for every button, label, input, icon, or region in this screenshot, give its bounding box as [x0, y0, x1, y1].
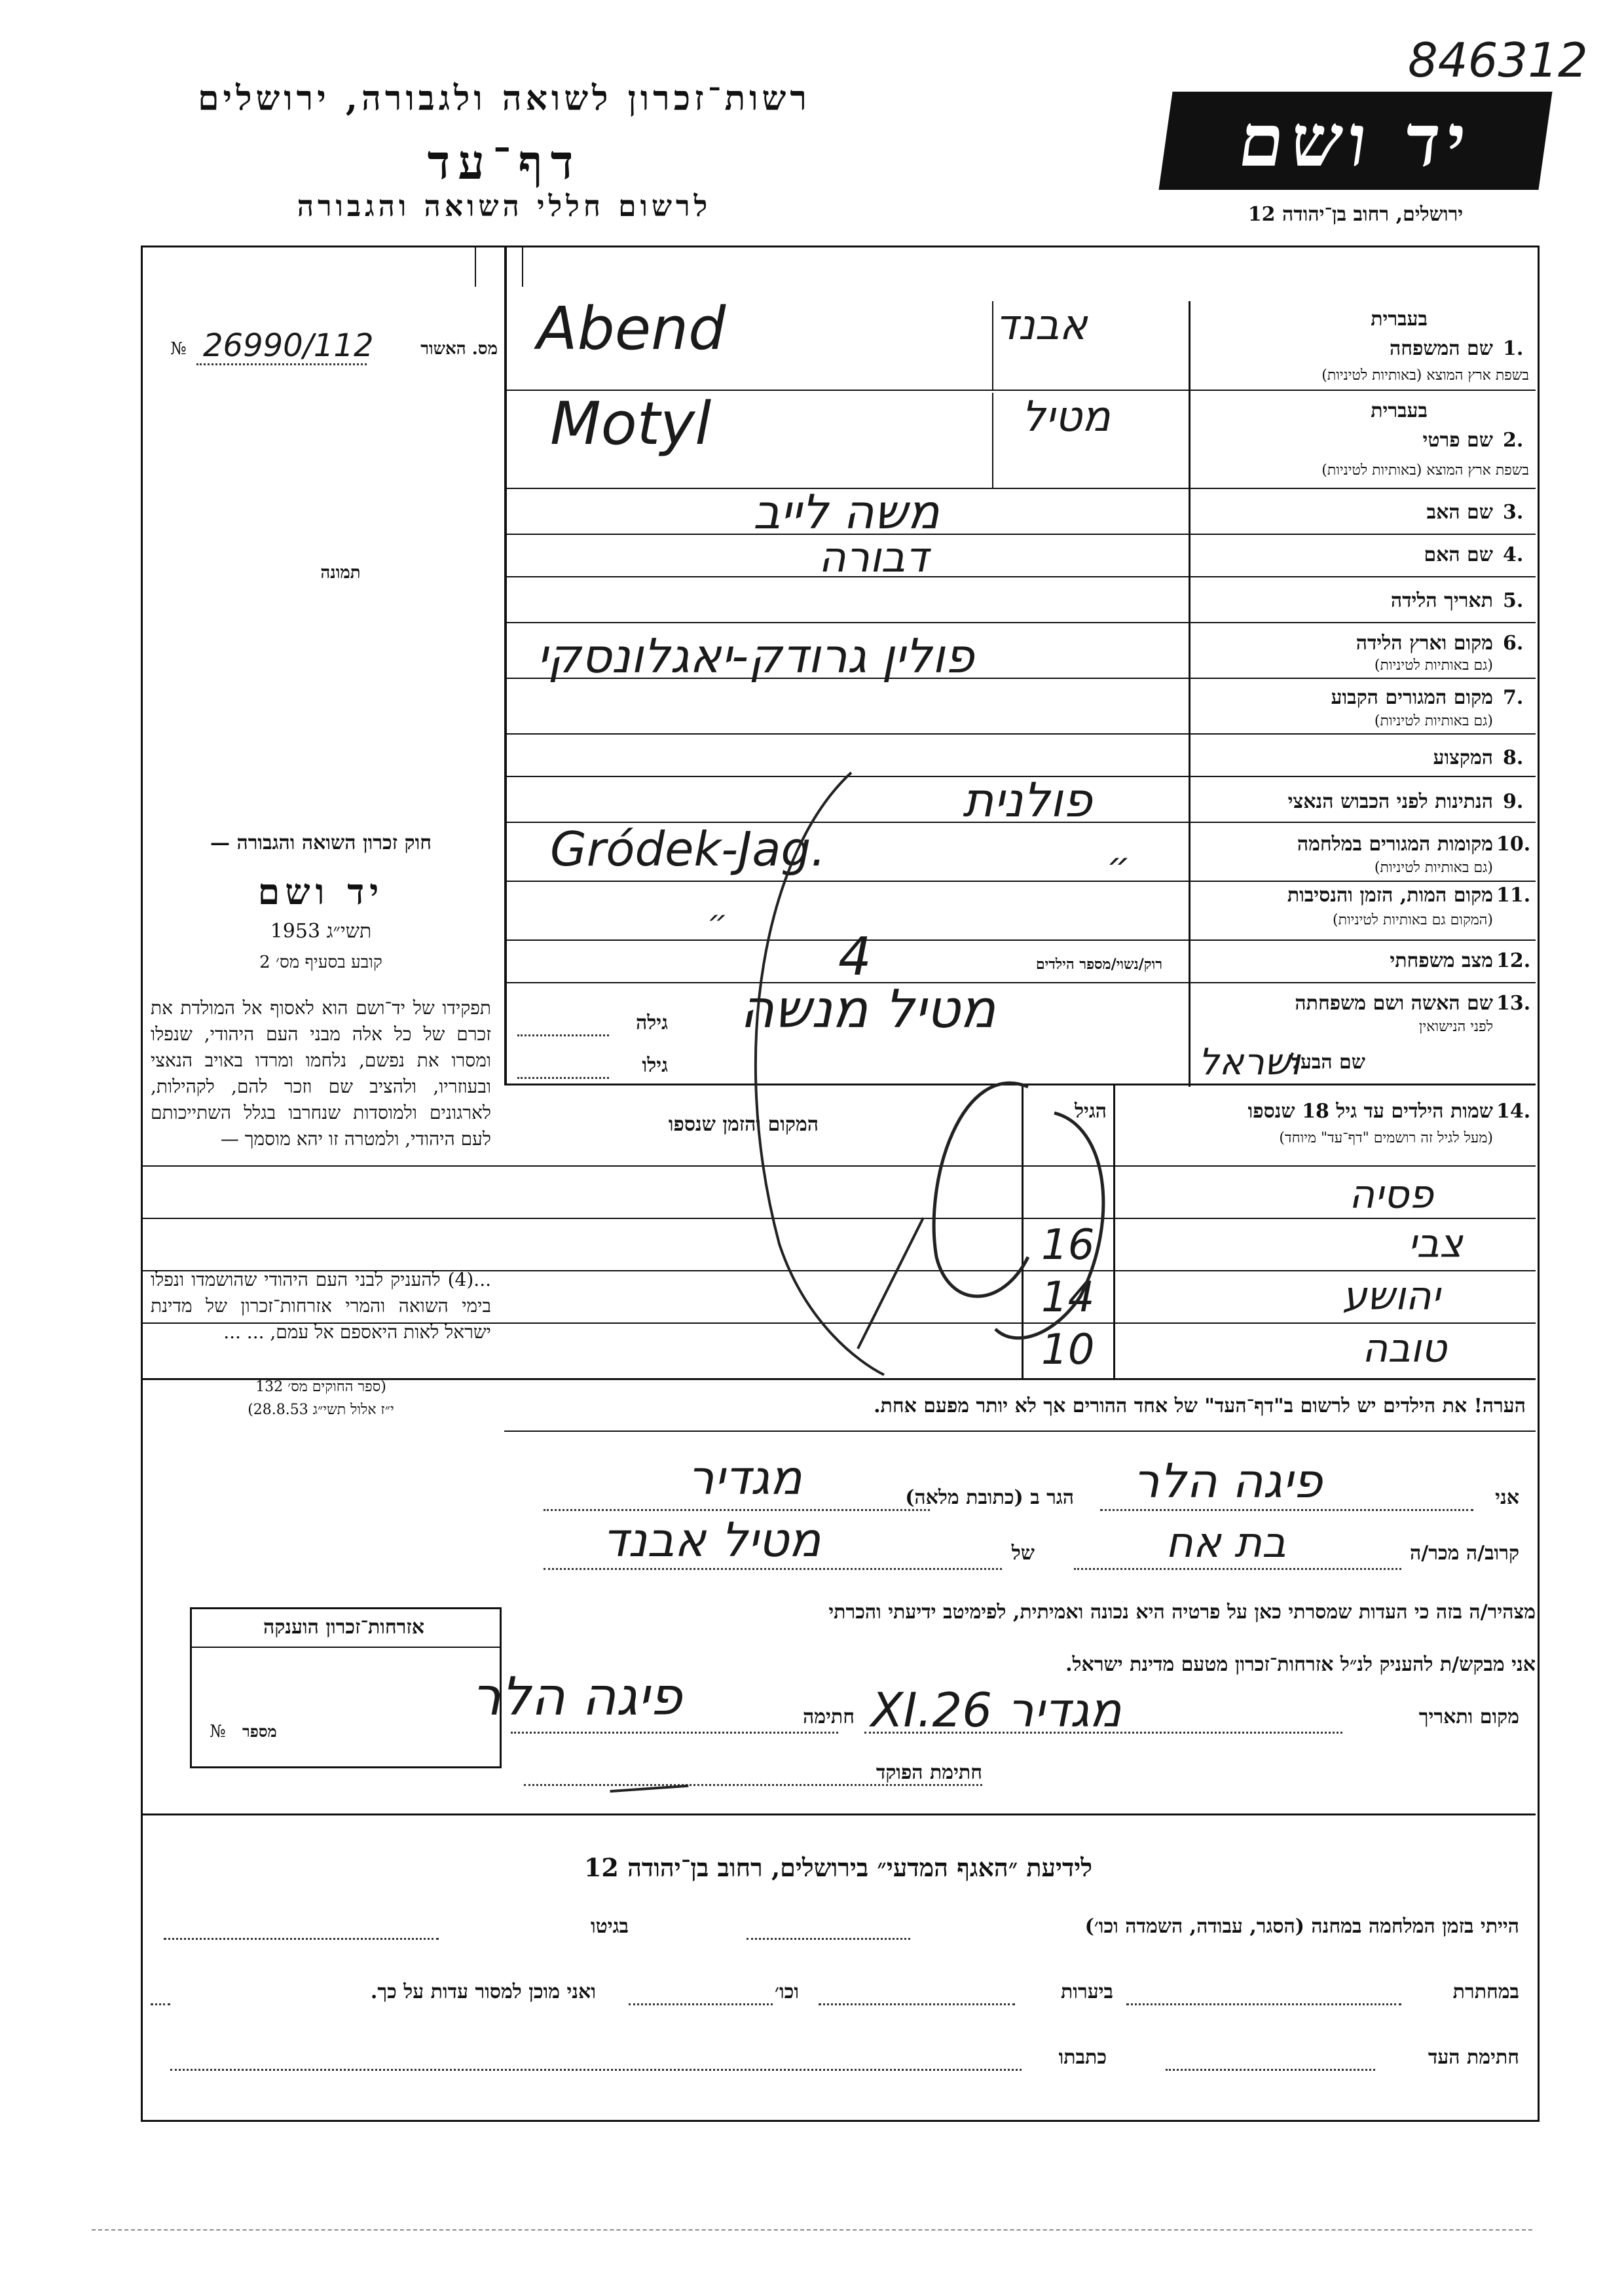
- residing-address: מגדיר: [688, 1450, 802, 1505]
- footer-willing-label: ואני מוכן למסור עדות על כך.: [370, 1980, 596, 2003]
- photo-label: תמונה: [320, 563, 361, 583]
- footer-camp-label: הייתי בזמן המלחמה במחנה (הסגר, עבודה, השמדה וכו׳): [1084, 1915, 1519, 1938]
- footer-top-line: [141, 1813, 1536, 1815]
- field-6-value: פולין גרודק-יאגלונסקי: [537, 629, 974, 683]
- registration-no-sign: №: [170, 339, 187, 359]
- place-date-dots: [864, 1732, 1342, 1734]
- child-1-name: פסיה: [1349, 1172, 1434, 1218]
- law-text-2: ...(4) להעניק לבני העם היהודי שהושמדו ונפלו בימי השואה והמרי אזרחות־זכרון של מדינת ישראל לאות היאספם אל עמם, ... ...: [151, 1269, 491, 1343]
- row-sep-2: [504, 488, 1536, 489]
- archive-number: 846312: [1408, 33, 1588, 88]
- footer-address-label: כתבתו: [1058, 2046, 1107, 2069]
- field-14-number: 14.: [1496, 1100, 1531, 1123]
- registration-label: מס. האשור: [420, 339, 498, 359]
- child-4-age: 10: [1041, 1326, 1095, 1374]
- field-13-husband-age-label: גילו: [642, 1054, 668, 1077]
- field-4-number: 4.: [1503, 543, 1524, 566]
- footer-camp-dots: [747, 1938, 910, 1940]
- row-sep-5: [504, 622, 1536, 623]
- declaration-request: אני מבקש/ת להעניק לנ״ל אזרחות־זכרון מטעם מדינת ישראל.: [1065, 1653, 1536, 1676]
- field-5-label: תאריך הלידה: [1390, 589, 1493, 612]
- child-4-name: טובה: [1362, 1326, 1447, 1372]
- field-10-value-ditto: ״: [1107, 845, 1131, 887]
- children-place-header: המקום והזמן שנספו: [668, 1113, 819, 1136]
- field-2-number: 2.: [1503, 429, 1524, 452]
- law-clause: קובע בסעיף מס׳ 2: [259, 953, 382, 972]
- child-2-name: צבי: [1408, 1221, 1463, 1267]
- law-name: יד ושם: [257, 871, 384, 913]
- address-dots: [544, 1509, 930, 1511]
- row-sep-4: [504, 576, 1536, 577]
- children-age-header: הגיל: [1074, 1100, 1107, 1123]
- of-label: של: [1011, 1542, 1035, 1565]
- children-note: (מעל לגיל זה רושמים "דף־עד" מיוחד): [1279, 1130, 1493, 1146]
- field-1-hebrew-value: אבנד: [995, 301, 1088, 350]
- field-4-value: דבורה: [819, 534, 929, 582]
- field-8-number: 8.: [1503, 746, 1524, 769]
- field-11-value: ״: [707, 903, 728, 940]
- field-11-label: מקום המות, הזמן והנסיבות: [1287, 884, 1493, 907]
- yad-vashem-logo: [1158, 92, 1552, 190]
- officer-signature-dots: [524, 1784, 982, 1786]
- field-12-value: 4: [838, 926, 872, 987]
- field-2-label: שם פרטי: [1422, 429, 1493, 452]
- signature-value: פיגה הלר: [471, 1666, 682, 1727]
- field-13-age-label: גילה: [635, 1011, 668, 1034]
- law-ref-1: (ספר החוקים מס׳ 132: [255, 1379, 386, 1395]
- top-stub-2: [522, 247, 523, 287]
- registration-dots: [196, 363, 367, 365]
- field-12-label: מצב משפחתי: [1390, 949, 1493, 972]
- child-3-name: יהושע: [1342, 1273, 1441, 1319]
- left-column-divider: [504, 246, 507, 1084]
- citizenship-box-number-label: מספר: [242, 1722, 277, 1741]
- field-13-age-dots: [517, 1034, 609, 1036]
- declarant-dots: [1100, 1509, 1473, 1511]
- registration-value: 26990/112: [203, 327, 374, 364]
- field-5-number: 5.: [1503, 589, 1524, 612]
- place-date-value: מגדיר 26.XI: [871, 1683, 1122, 1738]
- pen-stroke-scribble: [688, 720, 1179, 1408]
- row-sep-3: [504, 534, 1536, 535]
- field-1-sub: בשפת ארץ המוצא (באותיות לטיניות): [1321, 367, 1529, 384]
- residing-label: הגר ב (כתובת מלאה): [905, 1486, 1074, 1509]
- field-13-sub: לפני הנישואין: [1418, 1019, 1493, 1035]
- field-3-number: 3.: [1503, 501, 1524, 524]
- declarant-name: פיגה הלר: [1133, 1453, 1323, 1508]
- field-1-hebrew-tag: בעברית: [1371, 308, 1428, 331]
- field-10-value: Gródek-Jag.: [550, 822, 826, 877]
- field-2-hebrew-tag: בעברית: [1371, 399, 1428, 422]
- remark-text: הערה! את הילדים יש לרשום ב"דף־העד" של אחד ההורים אך לא יותר מפעם אחת.: [874, 1394, 1526, 1417]
- citizenship-box-divider: [190, 1647, 502, 1648]
- registration-number: [170, 327, 498, 367]
- field-11-number: 11.: [1496, 884, 1531, 907]
- footer-title: לידיעת ״האגף המדעי״ בירושלים, רחוב בן־יהודה 12: [583, 1853, 1093, 1882]
- field-7-label: מקום המגורים הקבוע: [1331, 686, 1493, 709]
- scan-edge-dots: [92, 2229, 1532, 2231]
- field-6-sub: (גם באותיות לטיניות): [1374, 657, 1493, 674]
- relation-dots: [1074, 1568, 1401, 1570]
- field-9-value: פולנית: [963, 773, 1092, 828]
- officer-signature-label: חתימת הפוקד: [876, 1761, 982, 1784]
- field-3-label: שם האב: [1426, 501, 1493, 524]
- citizenship-box-no-sign: №: [210, 1722, 226, 1741]
- authority-name: רשות־זכרון לשואה ולגבורה, ירושלים: [198, 79, 811, 118]
- signature-label: חתימה: [803, 1705, 855, 1728]
- field-2-hebrew-value: מטיל: [1022, 393, 1111, 441]
- footer-etc-dots: [629, 2003, 773, 2005]
- relative-label: קרוב/ה מכר/ה: [1410, 1542, 1519, 1565]
- field-10-label: מקומות המגורים במלחמה: [1297, 833, 1493, 856]
- field-11-sub: (המקום גם באותיות לטיניות): [1333, 912, 1493, 928]
- footer-forests-dots: [819, 2003, 1015, 2005]
- top-stub-1: [475, 247, 476, 287]
- footer-forests-label: ביערות: [1060, 1980, 1113, 2003]
- field-7-number: 7.: [1503, 686, 1524, 709]
- field-1-latin-value: Abend: [537, 295, 726, 363]
- officer-signature-mark: [608, 1758, 689, 1793]
- law-text-1: תפקידו של יד־ושם הוא לאסוף אל המולדת את זכרם של כל אלה מבני העם היהודי, שנפלו ומסרו את נפשם, נלחמו ומרדו באויב הנאצי ובעוזריו, ולהציב שם וזכר להם, לקהילות, לארגונים ולמוסדות שנחרבו בגלל השתייכותם לעם היהודי, ולמטרה זו יהא מוסמך —: [151, 997, 491, 1150]
- place-date-label: מקום ותאריך: [1418, 1705, 1519, 1728]
- field-8-label: המקצוע: [1433, 746, 1493, 769]
- child-3-age: 14: [1041, 1273, 1095, 1322]
- field-12-inline-label: רוק/נשוי/מספר הילדים: [1035, 956, 1162, 973]
- field-13-number: 13.: [1496, 992, 1531, 1015]
- field-13-husband-age-dots: [517, 1077, 609, 1079]
- footer-underground-label: במחתרת: [1452, 1980, 1519, 2003]
- field-9-number: 9.: [1503, 790, 1524, 813]
- field-13-husband-label: שם הבעל: [1291, 1051, 1365, 1074]
- footer-witness-signature-dots: [1166, 2069, 1375, 2071]
- logo-text: יד ושם: [1233, 98, 1478, 183]
- field-4-label: שם האם: [1424, 543, 1493, 566]
- of-name: מטיל אבנד: [602, 1512, 821, 1567]
- declaration-statement: מצהיר/ה בזה כי העדות שמסרתי כאן על פרטיה היא נכונה ואמיתית, לפימיטב ידיעתי והכרתי: [828, 1601, 1536, 1624]
- field-1-label: שם המשפחה: [1389, 337, 1493, 360]
- field-10-sub: (גם באותיות לטיניות): [1374, 860, 1493, 876]
- field-12-number: 12.: [1496, 949, 1531, 972]
- field-2-latin-value: Motyl: [550, 390, 712, 458]
- field-2-sub: בשפת ארץ המוצא (באותיות לטיניות): [1321, 462, 1529, 479]
- footer-ghetto-label: בגיטו: [590, 1915, 629, 1938]
- declaration-i-label: אני: [1495, 1486, 1519, 1509]
- field-3-value: משה לייב: [753, 484, 940, 539]
- form-subtitle: לרשום חללי השואה והגבורה: [297, 190, 712, 223]
- footer-ghetto-dots: [164, 1938, 439, 1940]
- field-13-husband-value: ושראל: [1198, 1041, 1301, 1084]
- field-6-label: מקום וארץ הלידה: [1356, 632, 1493, 655]
- label-column-divider: [1189, 301, 1190, 1087]
- of-name-dots: [544, 1568, 1002, 1570]
- footer-address-dots: [170, 2069, 1022, 2071]
- relation-value: בת אח: [1166, 1519, 1286, 1567]
- signature-dots: [511, 1732, 838, 1734]
- field-7-sub: (גם באותיות לטיניות): [1374, 713, 1493, 729]
- field-2-vsep: [992, 393, 993, 488]
- footer-etc-label: וכו׳: [775, 1980, 799, 2003]
- remark-bottom-line: [504, 1430, 1536, 1432]
- field-6-number: 6.: [1503, 632, 1524, 655]
- footer-underground-dots: [1126, 2003, 1401, 2005]
- field-9-label: הנתינות לפני הכבוש הנאצי: [1287, 790, 1493, 813]
- law-ref-2: י״ז אלול תשי״ג 28.8.53): [248, 1402, 394, 1418]
- field-1-vsep: [992, 301, 993, 390]
- field-13-label: שם האשה ושם משפחתה: [1295, 992, 1493, 1015]
- field-10-number: 10.: [1496, 833, 1531, 856]
- child-2-age: 16: [1041, 1221, 1095, 1269]
- form-title: דף־עד: [427, 134, 581, 190]
- children-title: שמות הילדים עד גיל 18 שנספו: [1247, 1100, 1493, 1123]
- footer-witness-signature-label: חתימת העד: [1428, 2046, 1519, 2069]
- yad-vashem-address: ירושלים, רחוב בן־יהודה 12: [1247, 203, 1464, 226]
- law-title: חוק זכרון השואה והגבורה —: [210, 831, 432, 854]
- law-year: תשי״ג 1953: [270, 920, 372, 943]
- citizenship-box-title: אזרחות־זכרון הוענקה: [263, 1616, 425, 1639]
- field-1-number: 1.: [1503, 337, 1524, 360]
- footer-willing-dots: [151, 2003, 170, 2005]
- field-13-value: מטיל מנשה: [740, 979, 996, 1040]
